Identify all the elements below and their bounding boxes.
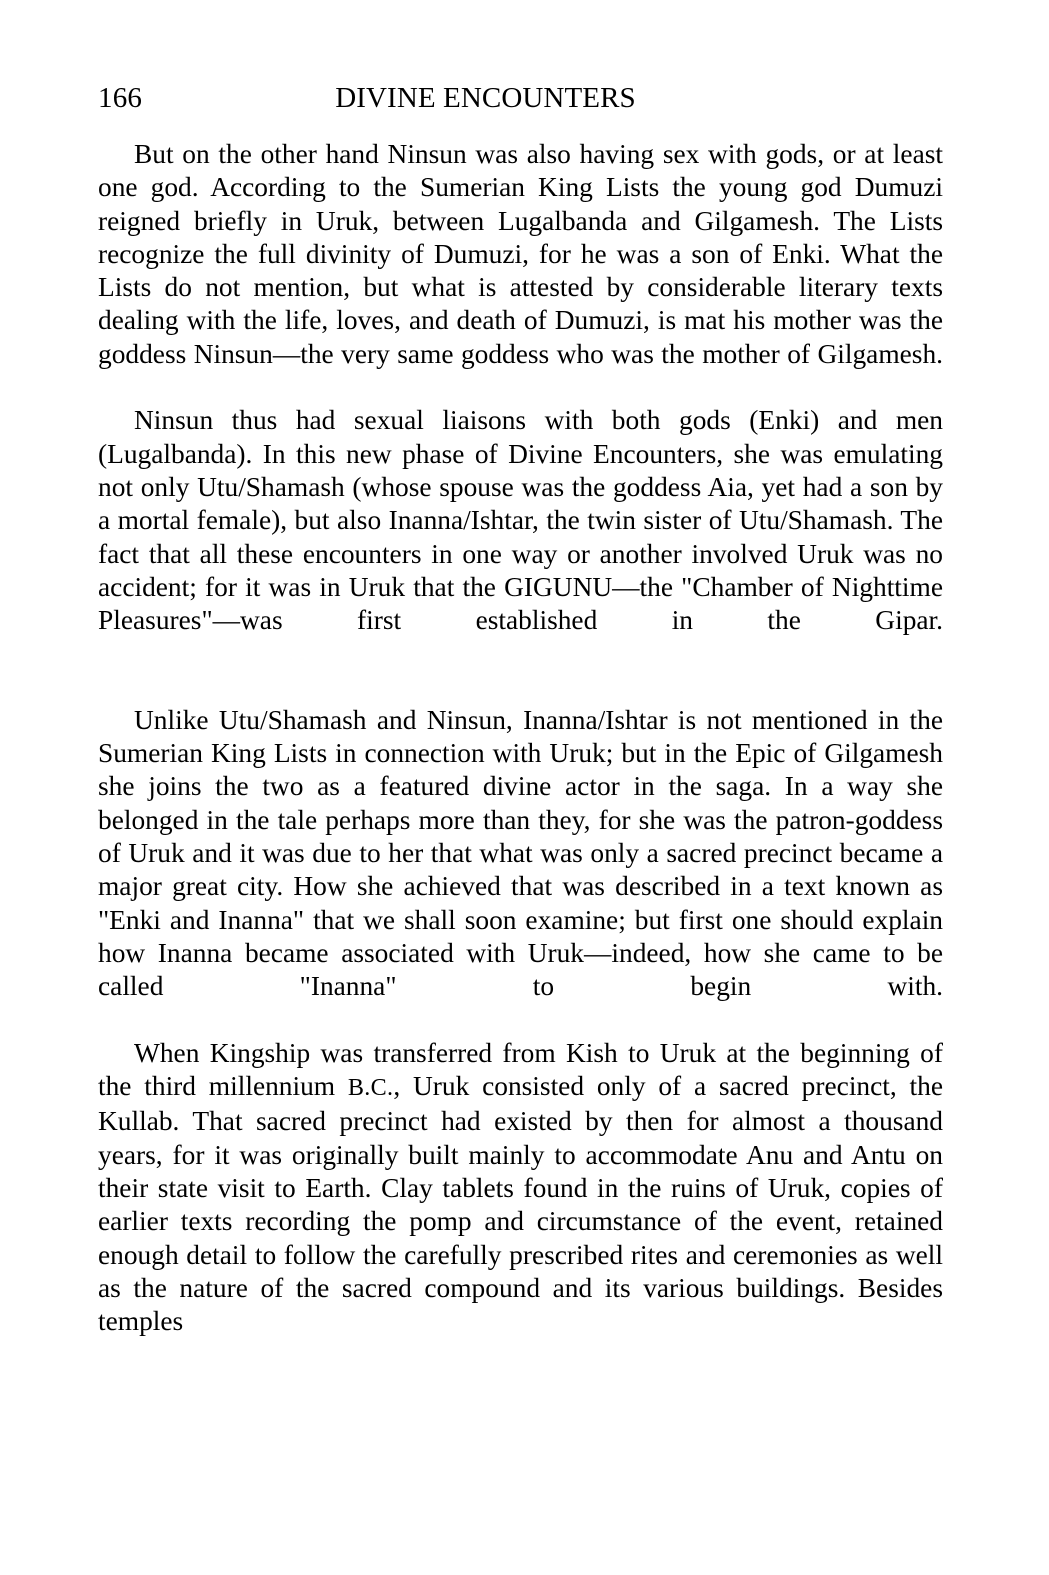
running-head-title: DIVINE ENCOUNTERS bbox=[335, 82, 636, 114]
running-head bbox=[98, 80, 942, 116]
body-text-block bbox=[98, 138, 943, 1338]
paragraph-ninsun-liaisons: Ninsun thus had sexual liaisons with both gods (Enki) and men (Lugalbanda). In this new phase of Divine Encounters, she was emulating not only Utu/Shamash (whose spouse was the goddess Aia, yet had a son by a mortal female), but also Inanna/Ishtar, the twin sister of Utu/Shamash. The fact that all these encounters in one way or another involved Uruk was no accident; for it was in Uruk that the GIGUNU—the "Chamber of Nighttime Pleasures"—was first established in the Gipar. bbox=[98, 405, 943, 636]
small-caps-era-label: B.C. bbox=[347, 1075, 394, 1102]
paragraph-kingship-kish: When Kingship was transferred from Kish to Uruk at the beginning of the third millennium B.C., Uruk consisted only of a sacred precinct, the Kullab. That sacred precinct had existed by then for almost a thousand years, for it was originally built mainly to accommodate Anu and Antu on their state visit to Earth. Clay tablets found in the ruins of Uruk, copies of earlier texts recording the pomp and circumstance of the event, retained enough detail to follow the carefully prescribed rites and ceremonies as well as the nature of the sacred compound and its various buildings. Besides temples bbox=[98, 1037, 944, 1337]
page-number: 166 bbox=[98, 82, 143, 114]
paragraph-inanna-uruk: Unlike Utu/Shamash and Ninsun, Inanna/Ishtar is not mentioned in the Sumerian King Lists in connection with Uruk; but in the Epic of Gilgamesh she joins the two as a featured divine actor in the saga. In a way she belonged in the tale perhaps more than they, for she was the patron-goddess of Uruk and it was due to her that what was only a sacred precinct became a major great city. How she achieved that was described in a text known as "Enki and Inanna" that we shall soon examine; but first one should explain how Inanna became associated with Uruk—indeed, how she came to be called "Inanna" to begin with. bbox=[98, 704, 943, 1002]
paragraph-ninsun-gods: But on the other hand Ninsun was also having sex with gods, or at least one god. According to the Sumerian King Lists the young god Dumuzi reigned briefly in Uruk, between Lugalbanda and Gilgamesh. The Lists recognize the full divinity of Dumuzi, for he was a son of Enki. What the Lists do not mention, but what is attested by considerable literary texts dealing with the life, loves, and death of Dumuzi, is mat his mother was the goddess Ninsun—the very same goddess who was the mother of Gilgamesh. bbox=[98, 139, 943, 369]
